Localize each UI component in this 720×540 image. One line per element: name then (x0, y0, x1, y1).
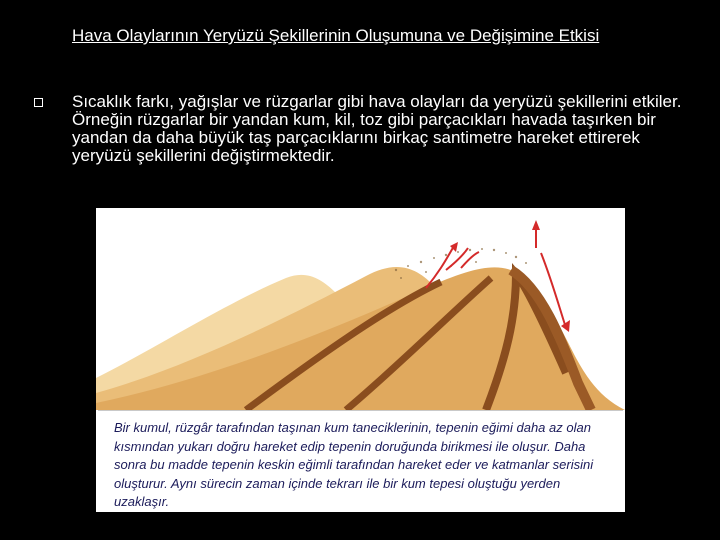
caption-box (98, 410, 623, 510)
dune-figure (96, 208, 625, 512)
sand-dune-illustration (96, 208, 625, 410)
bullet-text: Sıcaklık farkı, yağışlar ve rüzgarlar gibi hava olayları da yeryüzü şekillerini etkiler. Örneğin rüzgarlar bir yandan kum, kil, toz gibi parçacıkları havada taşırken bir yandan da daha büyük taş parçacıklarını birkaç santimetre hareket ettirerek yeryüzü şekillerini değiştirmektedir. (72, 92, 682, 165)
figure-caption: Bir kumul, rüzgâr tarafından taşınan kum taneciklerinin, tepenin eğimi daha az olan kısmından yukarı doğru hareket edip tepenin doruğunda birikmesi ile oluşur. Daha sonra bu madde tepenin keskin eğimli tarafından hareket eder ve katmanlar serisini oluşturur. Aynı sürecin zaman içinde tekrarı ile bir kum tepesi oluştuğu yerden uzaklaşır. (114, 420, 594, 509)
slide-title: Hava Olaylarının Yeryüzü Şekillerinin Oluşumuna ve Değişimine Etkisi (72, 26, 600, 45)
bullet-square-icon (34, 98, 43, 107)
